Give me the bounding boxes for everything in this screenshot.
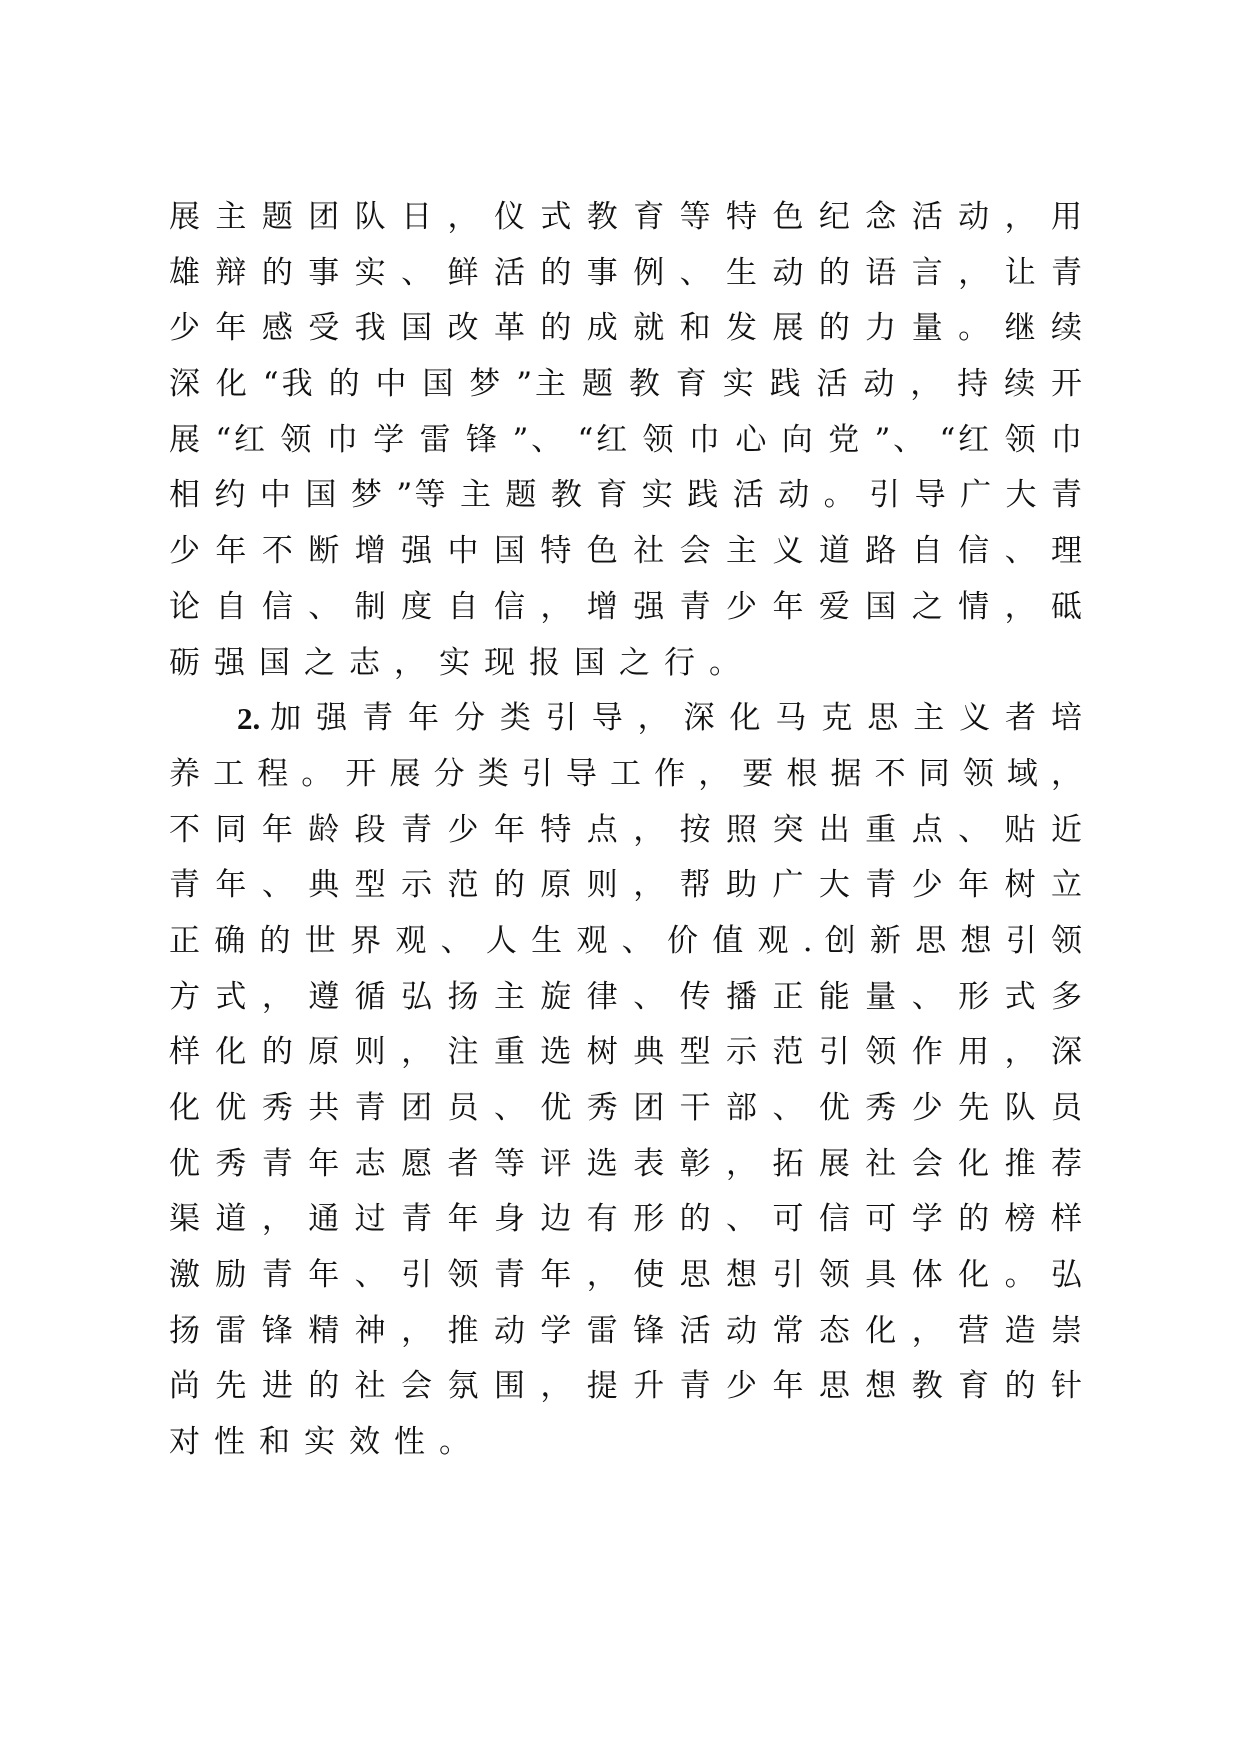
text-line: 不 同 年 龄 段 青 少 年 特 点 ， 按 照 突 出 重 点 、 贴 近 — [169, 811, 1082, 848]
document-page — [169, 190, 1082, 1471]
paragraph-1 — [169, 190, 1082, 691]
text-line: 深 化 “我 的 中 国 梦 ”主 题 教 育 实 践 活 动 ， 持 续 开 — [169, 366, 1082, 403]
text-line: 加 强 青 年 分 类 引 导 ， 深 化 马 克 思 主 义 者 培 — [270, 700, 1082, 737]
text-line: 少 年 感 受 我 国 改 革 的 成 就 和 发 展 的 力 量 。 继 续 — [169, 310, 1082, 347]
text-line: 渠 道 ， 通 过 青 年 身 边 有 形 的 、 可 信 可 学 的 榜 样 — [169, 1201, 1082, 1238]
text-line: 方 式 ， 遵 循 弘 扬 主 旋 律 、 传 播 正 能 量 、 形 式 多 — [169, 978, 1082, 1015]
section-number: 2. — [237, 701, 261, 737]
text-line: 对性和实效性。 — [169, 1424, 484, 1461]
text-line: 尚 先 进 的 社 会 氛 围 ， 提 升 青 少 年 思 想 教 育 的 针 — [169, 1368, 1082, 1405]
text-line: 青 年 、 典 型 示 范 的 原 则 ， 帮 助 广 大 青 少 年 树 立 — [169, 867, 1082, 904]
text-line: 展 主 题 团 队 日 ， 仪 式 教 育 等 特 色 纪 念 活 动 ， 用 — [169, 199, 1082, 235]
text-line: 样 化 的 原 则 ， 注 重 选 树 典 型 示 范 引 领 作 用 ， 深 — [169, 1034, 1082, 1071]
text-line: 优 秀 青 年 志 愿 者 等 评 选 表 彰 ， 拓 展 社 会 化 推 荐 — [169, 1145, 1082, 1182]
paragraph-2 — [169, 691, 1082, 1471]
text-line: 化 优 秀 共 青 团 员 、 优 秀 团 干 部 、 优 秀 少 先 队 员 — [169, 1090, 1082, 1126]
text-line: 雄 辩 的 事 实 、 鲜 活 的 事 例 、 生 动 的 语 言 ， 让 青 — [169, 254, 1082, 291]
paragraph-heading-line — [169, 691, 1082, 747]
text-line: 扬 雷 锋 精 神 ， 推 动 学 雷 锋 活 动 常 态 化 ， 营 造 崇 — [169, 1312, 1082, 1349]
text-line: 相 约 中 国 梦 ”等 主 题 教 育 实 践 活 动 。 引 导 广 大 青 — [169, 477, 1082, 514]
text-line: 展 “红 领 巾 学 雷 锋 ”、 “红 领 巾 心 向 党 ”、 “红 领 巾 — [169, 421, 1082, 458]
text-line: 论 自 信 、 制 度 自 信 ， 增 强 青 少 年 爱 国 之 情 ， 砥 — [169, 588, 1082, 625]
text-line: 少 年 不 断 增 强 中 国 特 色 社 会 主 义 道 路 自 信 、 理 — [169, 533, 1082, 570]
text-line: 砺强国之志，实现报国之行。 — [169, 644, 754, 681]
text-line: 正 确 的 世 界 观 、 人 生 观 、 价 值 观 . 创 新 思 想 引 领 — [169, 922, 1082, 959]
text-line: 养 工 程 。 开 展 分 类 引 导 工 作 ， 要 根 据 不 同 领 域 ， — [169, 755, 1082, 792]
text-line: 激 励 青 年 、 引 领 青 年 ， 使 思 想 引 领 具 体 化 。 弘 — [169, 1257, 1082, 1294]
